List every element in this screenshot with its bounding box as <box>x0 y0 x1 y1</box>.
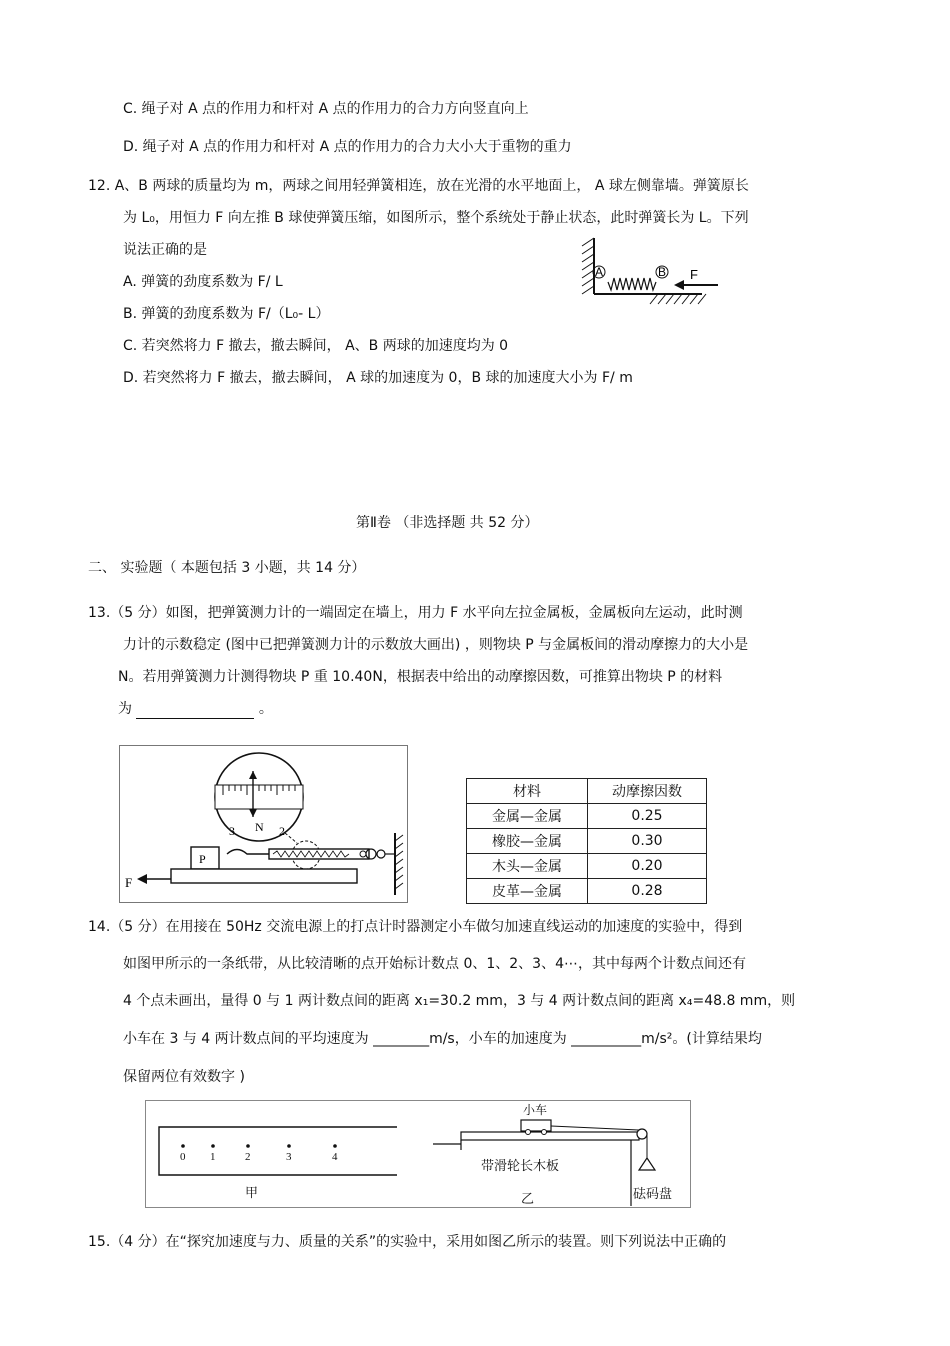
table-row <box>467 854 707 879</box>
friction-table <box>466 778 707 904</box>
q14-figure <box>145 1100 691 1208</box>
section2-header: 第Ⅱ卷 （非选择题 共 52 分） <box>356 515 539 531</box>
table-row <box>467 829 707 854</box>
tape-tick-4: 4 <box>332 1151 338 1163</box>
tape-tick-2: 2 <box>245 1151 251 1163</box>
table-row <box>467 879 707 904</box>
force-arrow-head <box>674 280 684 290</box>
pulley <box>637 1129 647 1139</box>
q13-stem-line3: N。若用弹簧测力计测得物块 P 重 10.40N，根据表中给出的动摩擦因数，可推算出物块 P 的材料 <box>118 669 723 685</box>
cart-wheel-left <box>526 1130 531 1135</box>
q11-option-c: C. 绳子对 A 点的作用力和杆对 A 点的作用力的合力方向竖直向上 <box>123 101 529 117</box>
section2-title: 二、 实验题（ 本题包括 3 小题，共 14 分） <box>88 560 366 576</box>
q13-line4-prefix: 为 <box>118 701 132 717</box>
force-label: F <box>690 267 698 282</box>
ball-b-label: B <box>658 265 667 279</box>
label-board: 带滑轮长木板 <box>481 1159 560 1174</box>
q15-stem-line1: 15.（4 分）在“探究加速度与力、质量的关系”的实验中，采用如图乙所示的装置。则下列说法中正确的 <box>88 1234 727 1250</box>
q13-stem-line1: 13.（5 分）如图，把弹簧测力计的一端固定在墙上，用力 F 水平向左拉金属板，金属板向左运动，此时测 <box>88 605 743 621</box>
long-board <box>461 1132 639 1140</box>
ball-a-label: A <box>595 265 604 279</box>
q14-stem-line1: 14.（5 分）在用接在 50Hz 交流电源上的打点计时器测定小车做匀加速直线运动的加速度的实验中，得到 <box>88 919 743 935</box>
table-cell-material: 木头—金属 <box>467 854 588 879</box>
q13-stem-line4 <box>118 699 273 719</box>
tape-tick-3: 3 <box>286 1151 292 1163</box>
q12-option-a: A. 弹簧的劲度系数为 F/ L <box>123 274 283 290</box>
cart-body <box>521 1120 551 1131</box>
table-row <box>467 804 707 829</box>
q14-stem-line4: 小车在 3 与 4 两计数点间的平均速度为 ________m/s，小车的加速度为 __________m/s²。(计算结果均 <box>123 1031 762 1047</box>
q14-stem-line5: 保留两位有效数字 ) <box>123 1069 245 1085</box>
spring <box>608 278 656 290</box>
figure-frame-14 <box>146 1101 691 1208</box>
block-p-label: P <box>199 852 206 866</box>
scale-label-n: N <box>255 820 264 834</box>
label-cart: 小车 <box>523 1103 548 1117</box>
metal-board <box>171 869 357 883</box>
scale-label-2: 2 <box>279 824 285 838</box>
q13-balance-figure <box>119 745 408 903</box>
floor-hatch <box>650 294 706 304</box>
table-header-material: 材料 <box>467 779 588 804</box>
pull-force-label: F <box>125 875 133 890</box>
table-header-row <box>467 779 707 804</box>
q13-answer-blank[interactable] <box>136 702 254 719</box>
q12-option-b: B. 弹簧的劲度系数为 F/（L₀- L） <box>123 306 330 322</box>
q13-stem-line2: 力计的示数稳定 (图中已把弹簧测力计的示数放大画出) ，则物块 P 与金属板间的滑动摩擦力的大小是 <box>123 637 749 653</box>
q12-spring-figure <box>578 234 728 306</box>
table-cell-coefficient: 0.30 <box>588 829 707 854</box>
wall-hatch <box>582 238 594 294</box>
cart-wheel-right <box>542 1130 547 1135</box>
table-cell-material: 皮革—金属 <box>467 879 588 904</box>
q14-stem-line2: 如图甲所示的一条纸带，从比较清晰的点开始标计数点 0、1、2、3、4⋯，其中每两个计数点间还有 <box>123 956 746 972</box>
label-jia: 甲 <box>245 1186 259 1201</box>
q12-stem-line3: 说法正确的是 <box>123 242 207 258</box>
scale-label-3: 3 <box>229 824 235 838</box>
table-cell-coefficient: 0.20 <box>588 854 707 879</box>
q12-option-d: D. 若突然将力 F 撤去，撤去瞬间， A 球的加速度为 0，B 球的加速度大小为 F/ m <box>123 370 633 386</box>
label-pan: 砝码盘 <box>633 1187 673 1202</box>
table-header-coefficient: 动摩擦因数 <box>588 779 707 804</box>
table-cell-material: 橡胶—金属 <box>467 829 588 854</box>
label-yi: 乙 <box>521 1192 535 1207</box>
q12-stem-line2: 为 L₀，用恒力 F 向左推 B 球使弹簧压缩，如图所示，整个系统处于静止状态，此时弹簧长为 L。下列 <box>123 210 749 226</box>
q12-option-c: C. 若突然将力 F 撤去，撤去瞬间， A、B 两球的加速度均为 0 <box>123 338 509 354</box>
table-cell-material: 金属—金属 <box>467 804 588 829</box>
q12-stem-line1: 12. A、B 两球的质量均为 m，两球之间用轻弹簧相连，放在光滑的水平地面上， A 球左侧靠墙。弹簧原长 <box>88 178 749 194</box>
q11-option-d: D. 绳子对 A 点的作用力和杆对 A 点的作用力的合力大小大于重物的重力 <box>123 139 572 155</box>
table-cell-coefficient: 0.28 <box>588 879 707 904</box>
q14-stem-line3: 4 个点未画出，量得 0 与 1 两计数点间的距离 x₁=30.2 mm，3 与 4 两计数点间的距离 x₄=48.8 mm，则 <box>123 993 796 1009</box>
table-cell-coefficient: 0.25 <box>588 804 707 829</box>
tape-tick-0: 0 <box>180 1151 186 1163</box>
q13-line4-suffix: 。 <box>258 701 273 717</box>
tape-tick-1: 1 <box>210 1151 216 1163</box>
